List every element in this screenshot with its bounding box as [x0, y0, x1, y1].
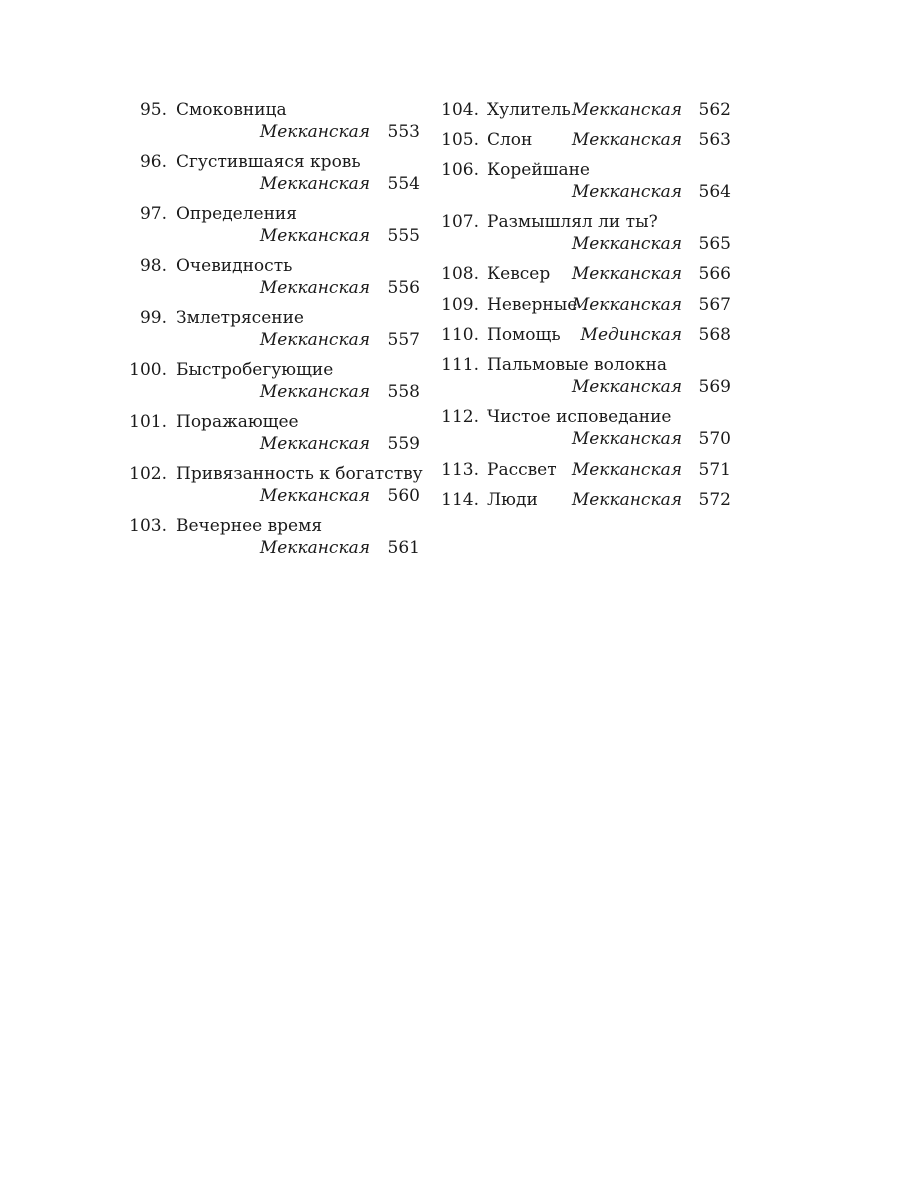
entry-title: Люди	[487, 490, 538, 510]
entry-title: Рассвет	[487, 460, 557, 480]
entry-title: Определения	[176, 204, 297, 224]
entry-number: 112.	[441, 407, 479, 427]
entry-number: 106.	[441, 160, 479, 180]
entry-title: Вечернее время	[176, 516, 323, 536]
entry-page-number: 558	[387, 382, 420, 402]
entry-title: Чистое исповедание	[487, 407, 672, 427]
entry-page-number: 571	[698, 460, 731, 480]
entry-page-number: 554	[387, 174, 420, 194]
entry-page-number: 563	[698, 130, 731, 150]
entry-number: 99.	[139, 308, 167, 328]
entry-surah-type: Мекканская	[259, 122, 370, 142]
entry-surah-type: Мекканская	[259, 174, 370, 194]
entry-number: 98.	[139, 256, 167, 276]
entry-number: 105.	[441, 130, 479, 150]
entry-surah-type: Мекканская	[259, 330, 370, 350]
entry-number: 114.	[441, 490, 479, 510]
entry-title: Привязанность к богатству	[176, 464, 423, 484]
entry-page-number: 565	[698, 234, 731, 254]
entry-surah-type: Мекканская	[571, 234, 682, 254]
entry-page-number: 570	[698, 429, 731, 449]
entry-surah-type: Мекканская	[571, 182, 682, 202]
entry-surah-type: Мекканская	[571, 460, 682, 480]
entry-title: Сгустившаяся кровь	[176, 152, 361, 172]
entry-surah-type: Мекканская	[259, 434, 370, 454]
entry-page-number: 568	[698, 325, 731, 345]
entry-number: 107.	[441, 212, 479, 232]
entry-title: Поражающее	[176, 412, 299, 432]
entry-number: 111.	[441, 355, 479, 375]
entry-number: 108.	[441, 264, 479, 284]
entry-surah-type: Мекканская	[259, 278, 370, 298]
entry-page-number: 555	[387, 226, 420, 246]
entry-number: 95.	[139, 100, 167, 120]
entry-page-number: 566	[698, 264, 731, 284]
entry-number: 101.	[129, 412, 167, 432]
entry-number: 100.	[129, 360, 167, 380]
entry-title: Пальмовые волокна	[487, 355, 667, 375]
entry-title: Слон	[487, 130, 533, 150]
entry-number: 96.	[139, 152, 167, 172]
entry-title: Корейшане	[487, 160, 590, 180]
entry-page-number: 557	[387, 330, 420, 350]
entry-number: 113.	[441, 460, 479, 480]
entry-surah-type: Мекканская	[259, 538, 370, 558]
entry-page-number: 562	[698, 100, 731, 120]
entry-title: Неверные	[487, 295, 578, 315]
entry-surah-type: Мекканская	[571, 490, 682, 510]
entry-page-number: 564	[698, 182, 731, 202]
entry-number: 110.	[441, 325, 479, 345]
entry-title: Очевидность	[176, 256, 293, 276]
entry-title: Помощь	[487, 325, 561, 345]
entry-title: Смоковница	[176, 100, 287, 120]
entry-page-number: 553	[387, 122, 420, 142]
entry-page-number: 572	[698, 490, 731, 510]
entry-surah-type: Мекканская	[571, 377, 682, 397]
entry-surah-type: Мекканская	[571, 264, 682, 284]
entry-title: Хулитель	[487, 100, 571, 120]
entry-number: 104.	[441, 100, 479, 120]
entry-number: 109.	[441, 295, 479, 315]
entry-page-number: 569	[698, 377, 731, 397]
entry-title: Кевсер	[487, 264, 551, 284]
entry-number: 97.	[139, 204, 167, 224]
entry-surah-type: Мекканская	[571, 130, 682, 150]
entry-page-number: 559	[387, 434, 420, 454]
entry-number: 103.	[129, 516, 167, 536]
entry-page-number: 561	[387, 538, 420, 558]
entry-surah-type: Мекканская	[571, 295, 682, 315]
entry-surah-type: Мекканская	[259, 382, 370, 402]
entry-surah-type: Мекканская	[571, 100, 682, 120]
entry-surah-type: Мекканская	[571, 429, 682, 449]
entry-title: Змлетрясение	[176, 308, 304, 328]
entry-page-number: 560	[387, 486, 420, 506]
entry-surah-type: Мекканская	[259, 486, 370, 506]
entry-page-number: 556	[387, 278, 420, 298]
entry-surah-type: Мединская	[580, 325, 682, 345]
entry-page-number: 567	[698, 295, 731, 315]
entry-surah-type: Мекканская	[259, 226, 370, 246]
entry-number: 102.	[129, 464, 167, 484]
entry-title: Быстробегующие	[176, 360, 334, 380]
entry-title: Размышлял ли ты?	[487, 212, 658, 232]
